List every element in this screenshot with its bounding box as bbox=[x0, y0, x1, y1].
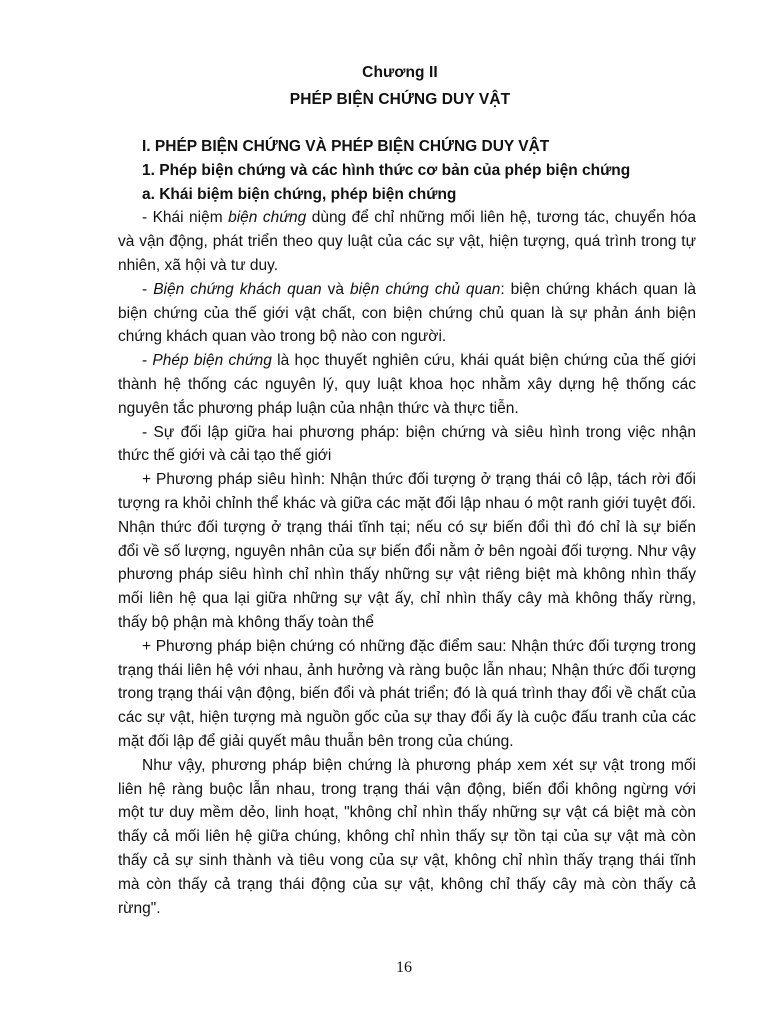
paragraph-dialectic-features: + Phương pháp biện chứng có những đặc điểm sau: Nhận thức đối tượng trong trạng thái liên hệ với nhau, ảnh hưởng và ràng buộc lẫn nhau; Nhận thức đối tượng trong trạng thái vận động, biến đổi và phát triển; đó là quá trình thay đổi về chất của các sự vật, hiện tượng mà nguồn gốc của sự thay đổi ấy là cuộc đấu tranh của các mặt đối lập để giải quyết mâu thuẫn bên trong của chúng. bbox=[118, 637, 696, 750]
page-number: 16 bbox=[396, 959, 412, 976]
paragraph-conclusion: Như vậy, phương pháp biện chứng là phương pháp xem xét sự vật trong mối liên hệ ràng buộc lẫn nhau, trong trạng thái vận động, biến đổi không ngừng với một tư duy mềm dẻo, linh hoạt, "không chỉ nhìn thấy những sự vật cá biệt mà còn thấy cả mối liên hệ giữa chúng, không chỉ nhìn thấy sự tồn tại của sự vật mà còn thấy cả sự sinh thành và tiêu vong của sự vật, không chỉ nhìn thấy trạng thái tĩnh mà còn thấy cả trạng thái động của sự vật, không chỉ thấy cây mà còn thấy cả rừng". bbox=[118, 756, 696, 917]
emphasis-term: Phép biện chứng bbox=[152, 352, 272, 370]
text-run: và bbox=[321, 280, 351, 298]
text-run: dùng để chỉ những mối liên hệ, tương tác, chuyển hóa và vận động, phát triển theo quy luật của các sự vật, hiện tượng, quá trình trong tự nhiên, xã hội và tư duy. bbox=[118, 209, 697, 274]
chapter-title: PHÉP BIỆN CHỨNG DUY VẬT bbox=[289, 91, 511, 108]
text-run: - Khái niệm bbox=[142, 209, 229, 227]
paragraph-opposition: - Sự đối lập giữa hai phương pháp: biện chứng và siêu hình trong việc nhận thức thế giới và cải tạo thế giới bbox=[118, 423, 696, 465]
paragraph-dialectical-method bbox=[118, 349, 696, 420]
subsubsection-heading: a. Khái biệm biện chứng, phép biện chứng bbox=[142, 185, 457, 203]
paragraph-objective-subjective bbox=[118, 278, 696, 349]
subsection-heading: 1. Phép biện chứng và các hình thức cơ bản của phép biện chứng bbox=[142, 161, 631, 179]
text-run: là học thuyết nghiên cứu, khái quát biện chứng của thế giới thành hệ thống các nguyên lý, quy luật khoa học nhằm xây dựng hệ thống các nguyên tắc phương pháp luận của nhận thức và thực tiễn. bbox=[118, 352, 696, 417]
section-heading: I. PHÉP BIỆN CHỨNG VÀ PHÉP BIỆN CHỨNG DUY VẬT bbox=[142, 138, 550, 155]
text-run: : biện chứng khách quan là biện chứng của thế giới vật chất, con biện chứng chủ quan là sự phản ánh biện chứng khách quan vào trong bộ nào con người. bbox=[118, 280, 696, 346]
body-text bbox=[118, 135, 696, 920]
chapter-label: Chương II bbox=[362, 64, 438, 81]
emphasis-term: Biện chứng khách quan bbox=[153, 280, 322, 298]
emphasis-term: biện chứng chủ quan bbox=[350, 280, 501, 298]
paragraph-metaphysical-method: + Phương pháp siêu hình: Nhận thức đối tượng ở trạng thái cô lập, tách rời đối tượng ra khỏi chỉnh thể khác và giữa các mặt đối lập nhau ó một ranh giới tuyệt đối. Nhận thức đối tượng ở trạng thái tĩnh tại; nếu có sự biến đổi thì đó chỉ là sự biến đổi về số lượng, nguyên nhân của sự biến đổi nằm ở bên ngoài đối tượng. Như vậy phương pháp siêu hình chỉ nhìn thấy những sự vật riêng biệt mà không nhìn thấy mối liên hệ qua lại giữa những sự vật ấy, chỉ nhìn thấy cây mà không thấy rừng, thấy bộ phận mà không thấy toàn thể bbox=[118, 471, 696, 631]
paragraph-dialectics-concept bbox=[118, 206, 696, 277]
text-run: - bbox=[142, 280, 154, 298]
text-run: - bbox=[142, 352, 153, 370]
emphasis-term: biện chứng bbox=[228, 209, 307, 227]
